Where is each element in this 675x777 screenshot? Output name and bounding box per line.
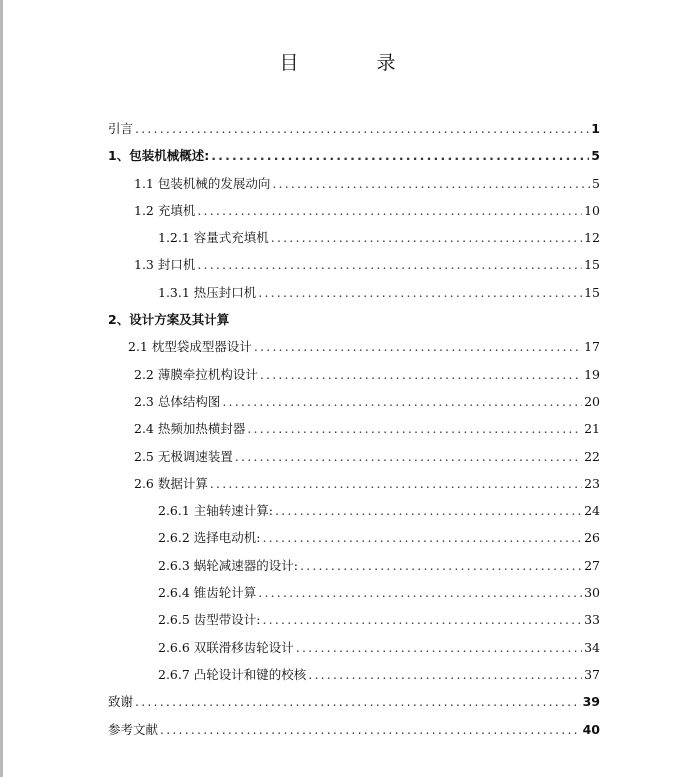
toc-entry-label: 2.6 数据计算: [134, 475, 208, 491]
toc-entry[interactable]: [0, 115, 675, 142]
toc-leader: [296, 634, 582, 661]
toc-entry-label: 2.6.3 蜗轮减速器的设计:: [158, 557, 298, 573]
toc-entry-page: 26: [584, 530, 600, 546]
toc-leader: [300, 552, 582, 579]
toc-leader: [263, 606, 583, 633]
toc-entry[interactable]: [0, 606, 675, 633]
toc-entry-page: 37: [584, 666, 600, 682]
toc-entry[interactable]: [0, 579, 675, 606]
toc-entry[interactable]: [0, 552, 675, 579]
toc-entry[interactable]: [0, 279, 675, 306]
toc-leader: [160, 716, 581, 743]
toc-entry-page: 15: [584, 257, 600, 273]
toc-entry-label: 引言: [108, 121, 134, 136]
toc-entry-label: 1、包装机械概述:: [108, 148, 210, 164]
toc-entry-label: 1.1 包装机械的发展动向: [134, 175, 271, 191]
toc-entry-page: 40: [582, 721, 600, 737]
toc-entry-page: 5: [591, 148, 600, 164]
toc-leader: [258, 279, 582, 306]
toc-entry[interactable]: [0, 197, 675, 224]
toc-entry[interactable]: [0, 415, 675, 442]
table-of-contents: [0, 115, 675, 743]
toc-entry[interactable]: [0, 470, 675, 497]
toc-leader: [211, 142, 589, 169]
toc-entry-label: 2.1 枕型袋成型器设计: [128, 339, 252, 355]
toc-entry-label: 1.2.1 容量式充填机: [158, 230, 269, 246]
toc-leader: [275, 497, 582, 524]
toc-entry[interactable]: [0, 224, 675, 251]
toc-entry-label: 2.6.2 选择电动机:: [158, 530, 261, 546]
toc-entry-page: 10: [584, 202, 600, 218]
toc-entry-label: 2.3 总体结构图: [134, 393, 221, 409]
toc-entry-label: 1.3 封口机: [134, 257, 196, 273]
toc-entry[interactable]: [0, 142, 675, 169]
toc-entry-label: 1.3.1 热压封口机: [158, 284, 257, 300]
toc-entry-label: 1.2 充填机: [134, 202, 196, 218]
toc-title: 目 录: [279, 52, 432, 74]
toc-entry-page: 21: [584, 421, 600, 437]
toc-leader: [197, 251, 582, 278]
toc-entry-page: 15: [584, 284, 600, 300]
toc-entry-label: 2.6.4 锥齿轮计算: [158, 585, 257, 601]
toc-entry-page: 1: [591, 121, 600, 136]
toc-entry-page: 30: [584, 585, 600, 601]
toc-entry-label: 2.5 无极调速装置: [134, 448, 233, 464]
toc-entry-page: 23: [584, 475, 600, 491]
toc-entry-label: 参考文献: [108, 721, 159, 737]
toc-entry-label: 2.4 热频加热横封器: [134, 421, 246, 437]
toc-leader: [135, 115, 589, 142]
toc-entry[interactable]: [0, 524, 675, 551]
toc-leader: [210, 470, 582, 497]
toc-entry-label: 2、设计方案及其计算: [108, 312, 230, 328]
toc-entry[interactable]: [0, 497, 675, 524]
toc-entry[interactable]: [0, 688, 675, 715]
toc-entry-label: 2.6.6 双联滑移齿轮设计: [158, 639, 294, 655]
toc-entry-page: 33: [584, 612, 600, 628]
toc-entry-label: 2.6.5 齿型带设计:: [158, 612, 261, 628]
toc-entry[interactable]: [0, 634, 675, 661]
toc-entry[interactable]: [0, 251, 675, 278]
toc-leader: [272, 170, 590, 197]
toc-entry[interactable]: [0, 361, 675, 388]
toc-leader: [260, 361, 582, 388]
toc-entry[interactable]: [0, 443, 675, 470]
toc-entry-label: 2.6.7 凸轮设计和键的校核: [158, 666, 307, 682]
toc-entry-page: 12: [584, 230, 600, 246]
toc-leader: [135, 688, 581, 715]
toc-leader: [197, 197, 582, 224]
toc-entry[interactable]: [0, 170, 675, 197]
toc-entry-page: 27: [584, 557, 600, 573]
toc-entry-page: 17: [584, 339, 600, 355]
toc-entry[interactable]: [0, 388, 675, 415]
toc-entry-page: 5: [592, 175, 600, 191]
toc-entry-label: 2.2 薄膜牵拉机构设计: [134, 366, 258, 382]
toc-entry[interactable]: [0, 716, 675, 743]
toc-entry-page: 19: [584, 366, 600, 382]
toc-leader: [235, 443, 582, 470]
toc-entry[interactable]: [0, 661, 675, 688]
toc-leader: [263, 524, 583, 551]
toc-entry[interactable]: [0, 333, 675, 360]
toc-entry-page: 34: [584, 639, 600, 655]
toc-entry[interactable]: [0, 306, 675, 333]
toc-entry-page: 24: [584, 503, 600, 519]
toc-entry-label: 2.6.1 主轴转速计算:: [158, 503, 273, 519]
toc-entry-label: 致谢: [108, 694, 134, 710]
toc-leader: [222, 388, 582, 415]
toc-leader: [308, 661, 582, 688]
toc-entry-page: 20: [584, 393, 600, 409]
toc-entry-page: 22: [584, 448, 600, 464]
toc-leader: [254, 333, 582, 360]
toc-leader: [271, 224, 582, 251]
toc-leader: [258, 579, 582, 606]
toc-entry-page: 39: [582, 694, 600, 710]
toc-leader: [247, 415, 582, 442]
